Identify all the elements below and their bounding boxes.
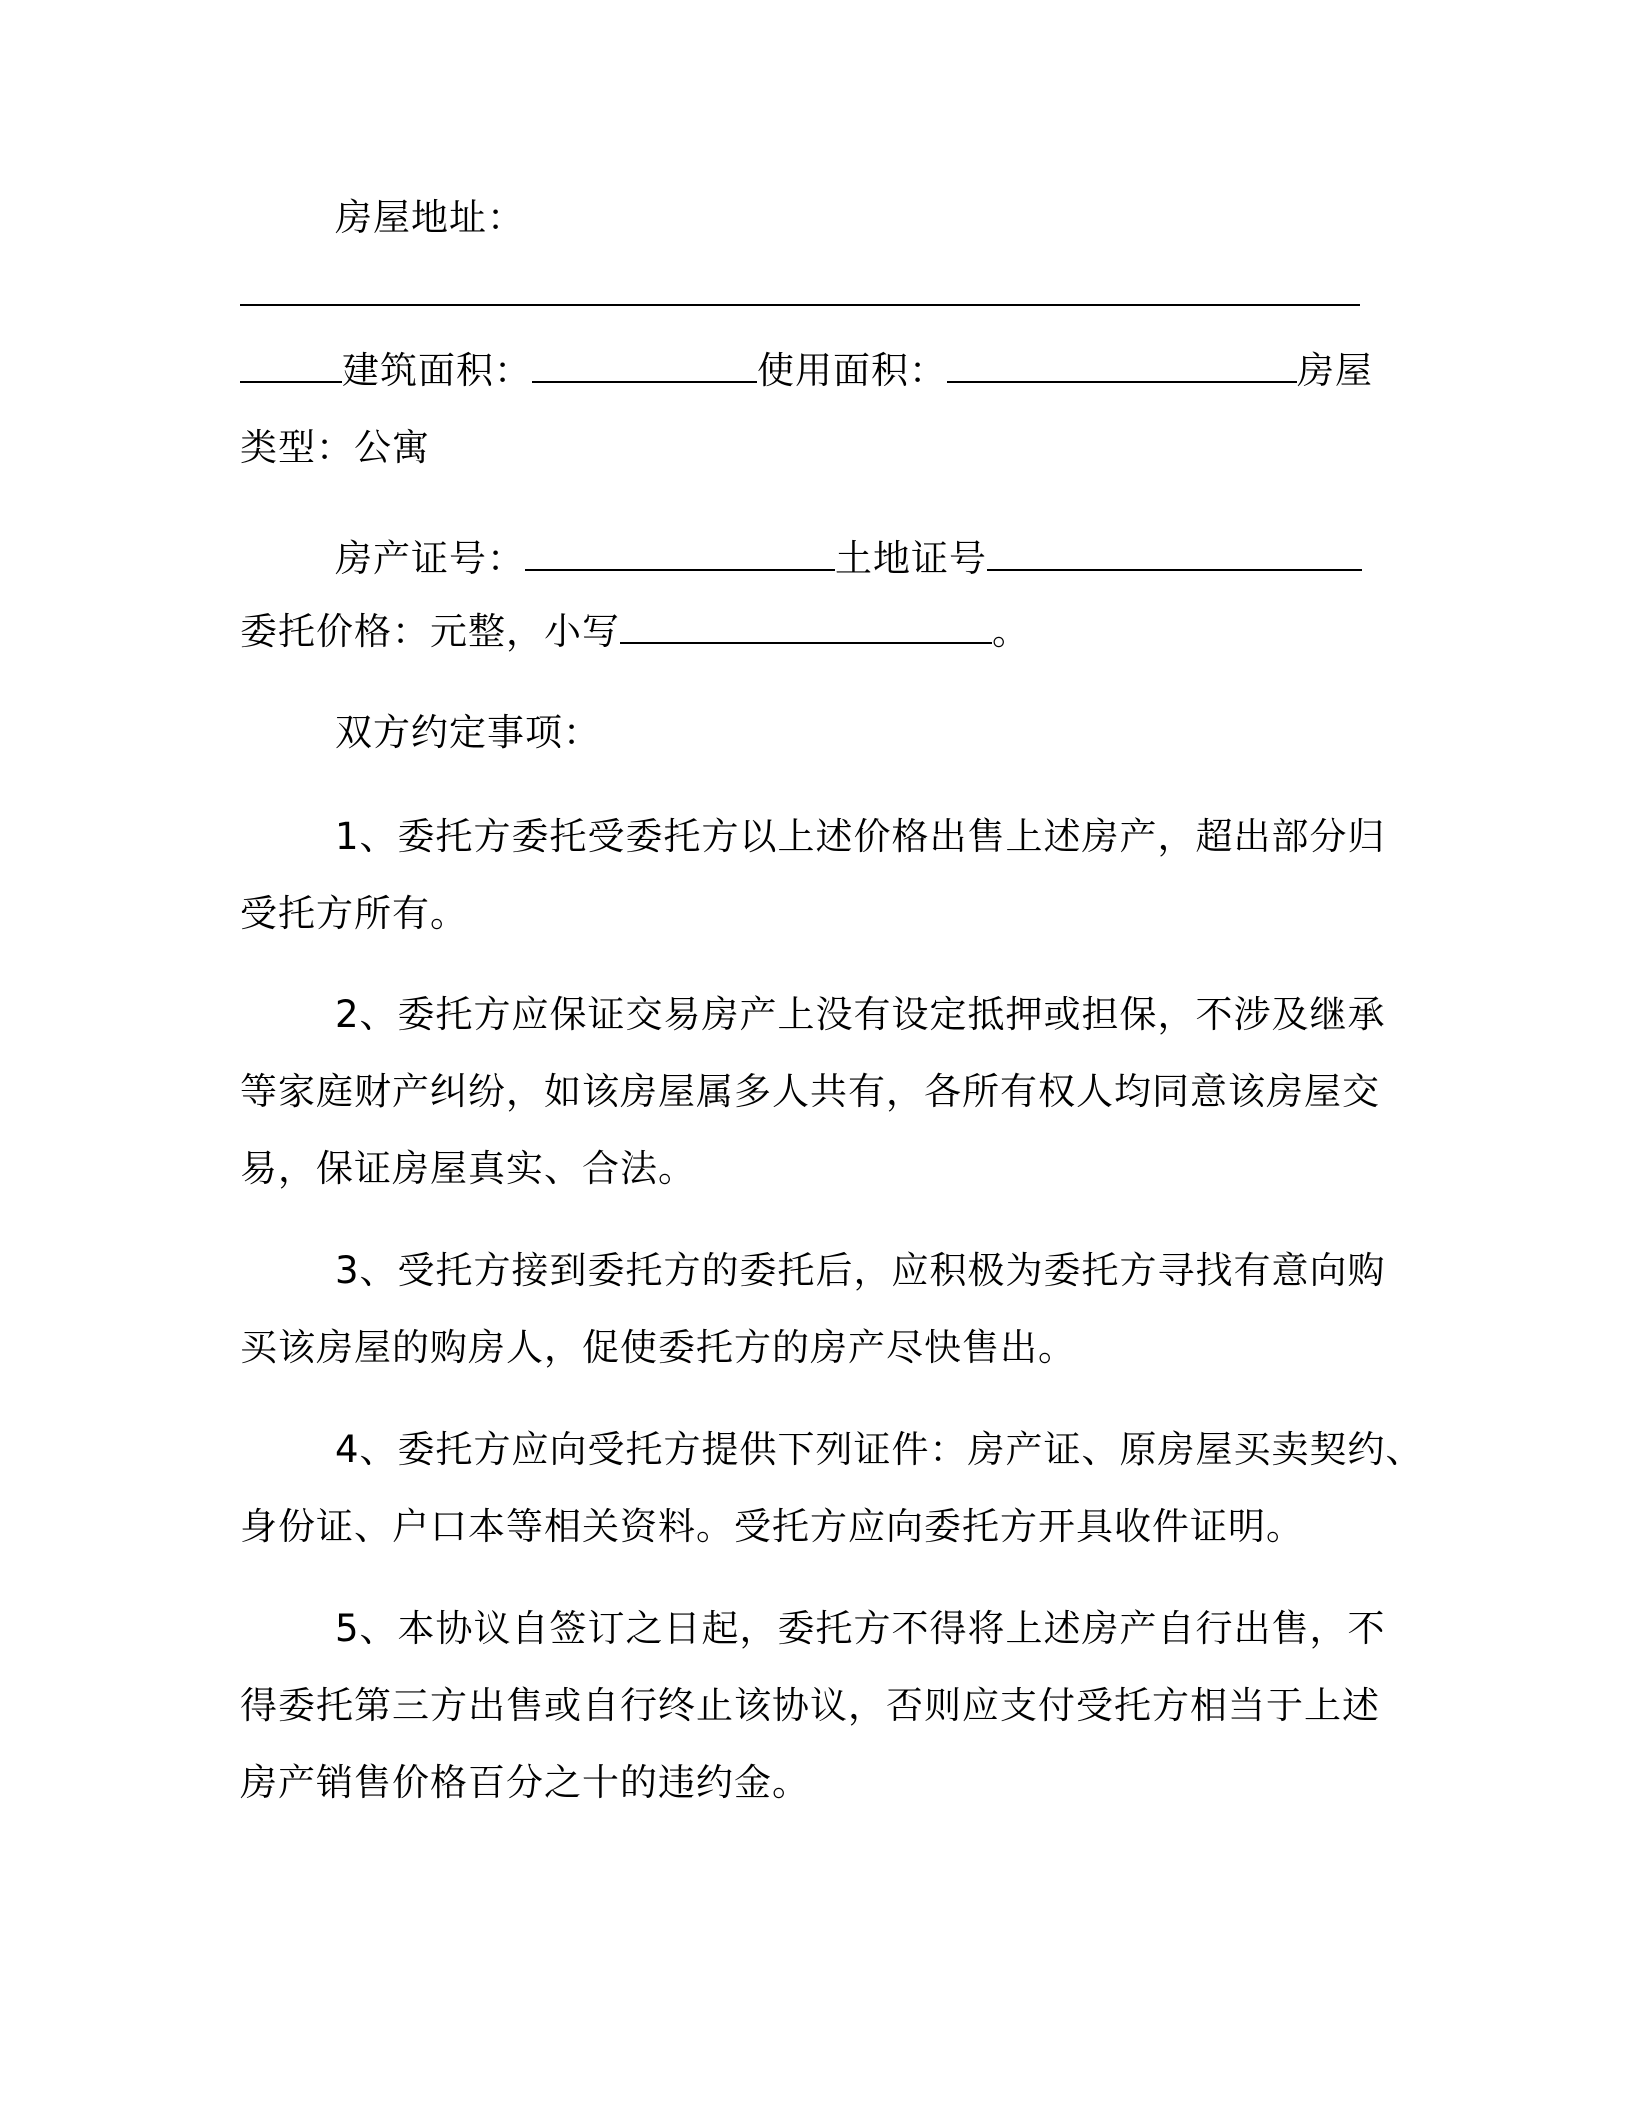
clause-1-line-1: 1、委托方委托受委托方以上述价格出售上述房产，超出部分归 xyxy=(335,815,1386,858)
address-blank xyxy=(240,268,1360,306)
use-area-label: 使用面积： xyxy=(757,349,947,392)
use-area-blank xyxy=(947,345,1297,383)
cert-label: 房产证号： xyxy=(335,537,525,580)
price-line xyxy=(240,606,1390,656)
clause-2-line-1: 2、委托方应保证交易房产上没有设定抵押或担保，不涉及继承 xyxy=(335,993,1386,1036)
clause-1-line-2: 受托方所有。 xyxy=(240,892,468,935)
clause-3-line-2: 买该房屋的购房人，促使委托方的房产尽快售出。 xyxy=(240,1326,1076,1369)
clause-2-line-2: 等家庭财产纠纷，如该房屋属多人共有，各所有权人均同意该房屋交 xyxy=(240,1070,1380,1113)
land-label: 土地证号 xyxy=(835,537,987,580)
cert-line xyxy=(335,533,1485,583)
clause-3-line-1: 3、受托方接到委托方的委托后，应积极为委托方寻找有意向购 xyxy=(335,1249,1386,1292)
land-blank xyxy=(987,533,1362,571)
build-area-label: 建筑面积： xyxy=(342,349,532,392)
cert-blank xyxy=(525,533,835,571)
house-label-part1: 房屋 xyxy=(1297,349,1373,392)
address-blank-end xyxy=(240,345,342,383)
clause-5-line-3: 房产销售价格百分之十的违约金。 xyxy=(240,1761,810,1804)
price-label: 委托价格：元整，小写 xyxy=(240,610,620,653)
type-line: 类型：公寓 xyxy=(240,426,430,469)
build-area-blank xyxy=(532,345,757,383)
address-blank-line xyxy=(240,268,1390,318)
clause-4-line-2: 身份证、户口本等相关资料。受托方应向委托方开具收件证明。 xyxy=(240,1505,1304,1548)
agreement-heading: 双方约定事项： xyxy=(335,711,601,754)
address-label: 房屋地址： xyxy=(335,196,525,239)
clause-5-line-2: 得委托第三方出售或自行终止该协议，否则应支付受托方相当于上述 xyxy=(240,1684,1380,1727)
clause-4-line-1: 4、委托方应向受托方提供下列证件：房产证、原房屋买卖契约、 xyxy=(335,1428,1424,1471)
clause-2-line-3: 易，保证房屋真实、合法。 xyxy=(240,1147,696,1190)
price-blank xyxy=(620,606,992,644)
clause-5-line-1: 5、本协议自签订之日起，委托方不得将上述房产自行出售，不 xyxy=(335,1607,1386,1650)
area-line xyxy=(240,345,1390,395)
price-end: 。 xyxy=(992,610,1030,653)
